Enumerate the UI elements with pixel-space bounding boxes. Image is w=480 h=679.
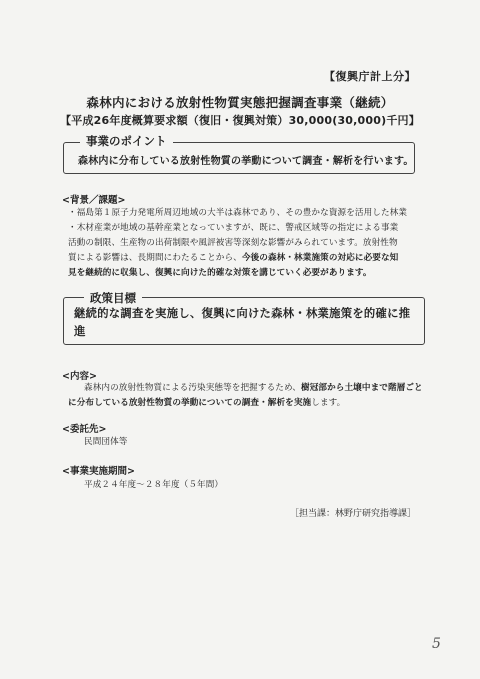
background-heading: <背景／課題>: [62, 195, 126, 206]
contractor-text: 民間団体等: [84, 437, 128, 447]
background-line: 活動の制限、生産物の出荷制限や風評被害等深刻な影響がみられています。放射性物: [68, 238, 398, 248]
policy-box-label: 政策目標: [84, 290, 142, 306]
background-line: [68, 251, 428, 266]
budget-request-line: 【平成26年度概算要求額（復旧・復興対策）30,000(30,000)千円】: [60, 114, 420, 127]
content-text: 森林内の放射性物質による汚染実態等を把握するため、: [84, 383, 302, 393]
content-text: します。: [311, 398, 346, 408]
background-text-emphasis: 今後の森林・林業施策の対応に必要な知: [241, 253, 399, 263]
point-box-text: 森林内に分布している放射性物質の挙動について調査・解析を行います。: [78, 156, 414, 167]
background-line: ・木材産業が地域の基幹産業となっていますが、既に、警戒区域等の指定による事業: [68, 223, 399, 233]
period-text: 平成２４年度～２８年度（５年間）: [84, 480, 224, 490]
content-text-emphasis: とに分布している放射性物質の挙動についての調査・解析を実施: [68, 383, 423, 408]
page-number: 5: [432, 636, 441, 652]
background-line-emphasis: 見を継続的に収集し、復興に向けた的確な対策を講じていく必要があります。: [68, 268, 372, 278]
page-title: 森林内における放射性物質実態把握調査事業（継続）: [86, 95, 394, 110]
policy-box-text: 継続的な調査を実施し、復興に向けた森林・林業施策を的確に推進: [74, 307, 411, 338]
background-line: ・福島第１原子力発電所周辺地域の大半は森林であり、その豊かな資源を活用した林業: [68, 208, 408, 218]
responsible-section: ［担当課：林野庁研究指導課］: [289, 509, 416, 519]
budget-category-tag: 【復興庁計上分】: [324, 70, 416, 83]
contractor-heading: <委託先>: [62, 424, 107, 435]
content-heading: <内容>: [62, 371, 97, 382]
period-heading: <事業実施期間>: [62, 466, 135, 477]
point-box-label: 事業のポイント: [80, 133, 173, 149]
background-text-normal: 質による影響は、長期間にわたることから、: [68, 253, 242, 263]
content-text-emphasis: 樹冠部から土壌中まで階層ご: [301, 383, 415, 393]
background-body: [68, 206, 428, 281]
content-body: [68, 381, 430, 411]
